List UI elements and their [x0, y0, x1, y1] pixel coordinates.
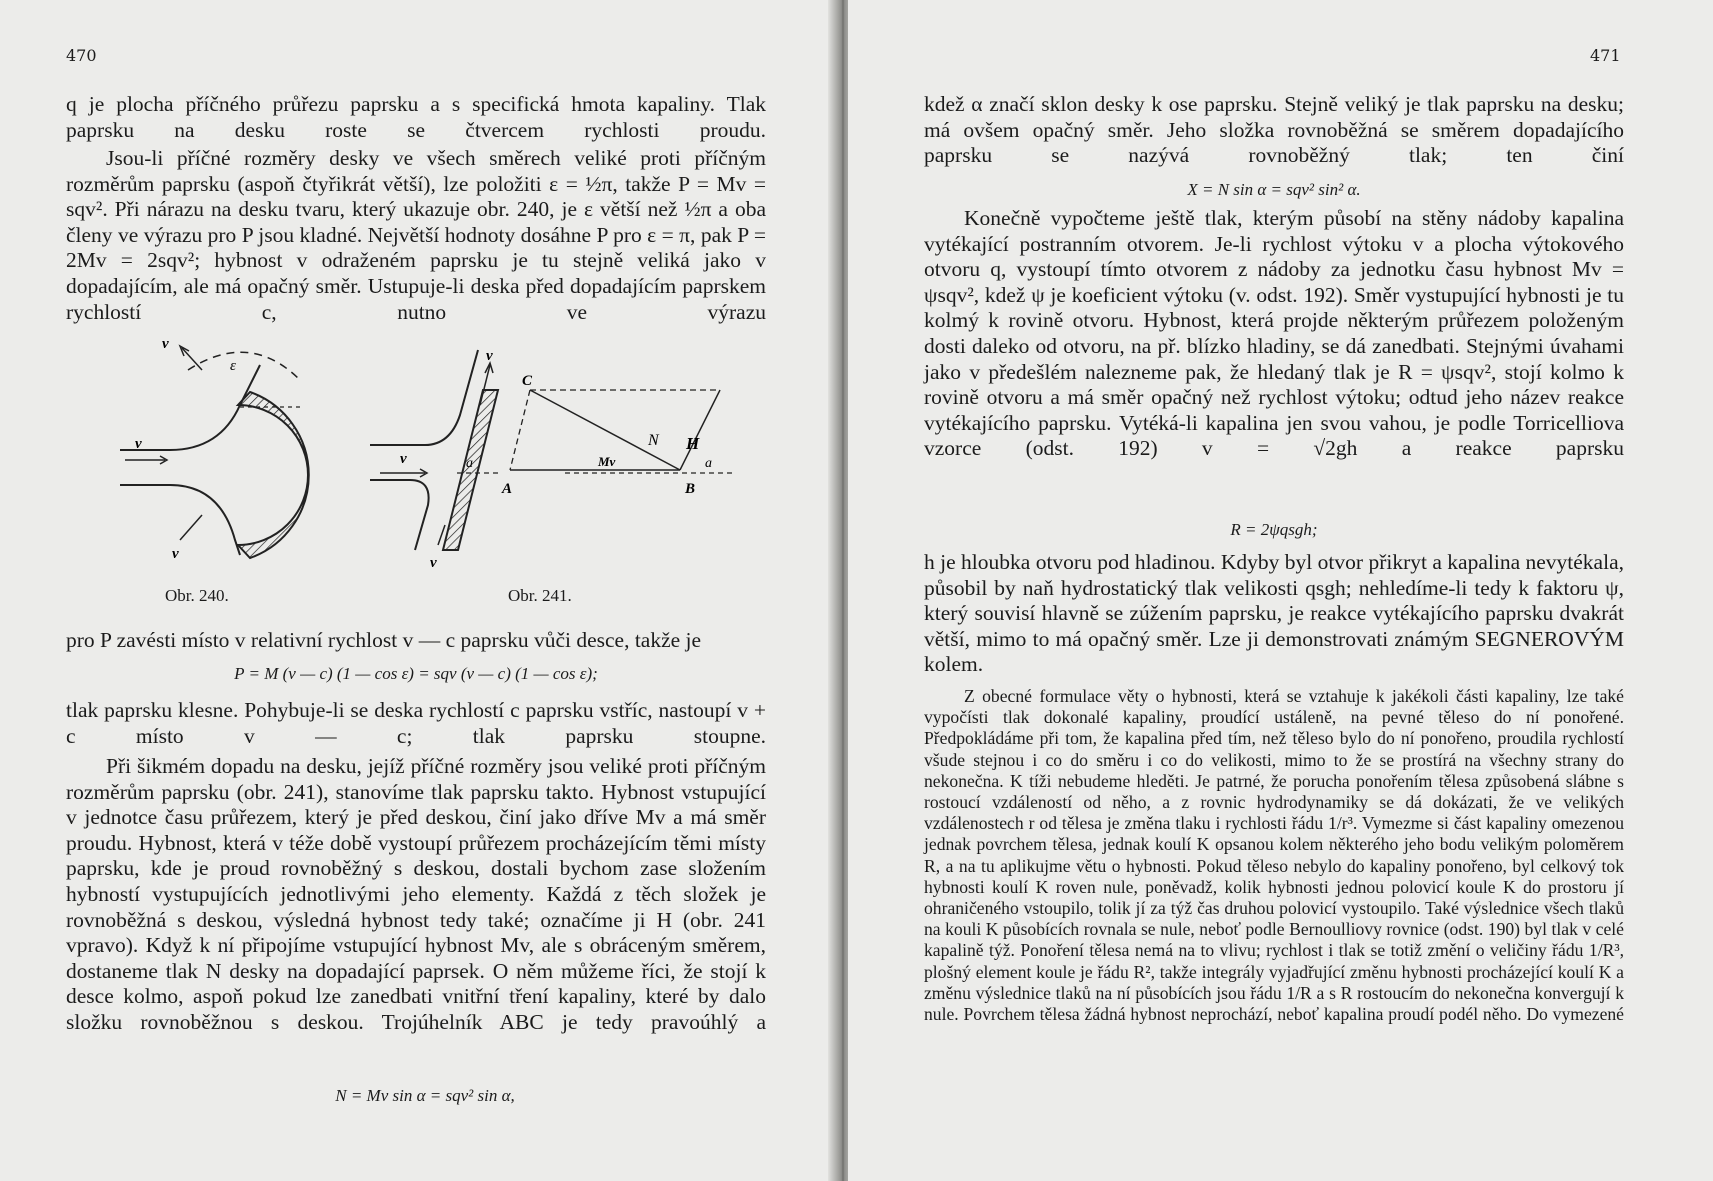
- label-Mv: Mv: [598, 454, 616, 469]
- label-eps: ε: [230, 358, 236, 374]
- label-v: v: [400, 451, 407, 467]
- figure-caption: Obr. 241.: [508, 586, 572, 605]
- label-v: v: [162, 340, 169, 352]
- formula: X = N sin α = sqv² sin² α.: [1187, 180, 1361, 199]
- paragraph: kdež α značí sklon desky k ose paprsku. Stejně veliký je tlak paprsku na desku; má ovšem opačný směr. Jeho složka rovnoběžná se směrem dopadajícího paprsku se nazývá rovnoběžný tlak; ten činí: [924, 92, 1624, 168]
- paragraph: h je hloubka otvoru pod hladinou. Kdyby byl otvor přikryt a kapalina nevytékala, působil by naň hydrostatický tlak velikosti qsgh; nehledíme-li tedy k faktoru ψ, který souvisí hlavně se zúžením paprsku, je reakce vytékajícího paprsku dvakrát větší, mimo to má opačný směr. Lze ji demonstrovati známým SEGNEROVÝM kolem.: [924, 550, 1624, 677]
- figure-241: [370, 345, 740, 570]
- figure-caption: Obr. 240.: [165, 586, 229, 605]
- page-number: 471: [1590, 46, 1621, 65]
- right-page: [848, 0, 1713, 1181]
- paragraph: Jsou-li příčné rozměry desky ve všech směrech veliké proti příčným rozměrům paprsku (aspoň čtyřikrát větší), lze položiti ε = ½π, takže P = Mv = sqv². Při nárazu na desku tvaru, který ukazuje obr. 240, je ε větší než ½π a oba členy ve výrazu pro P jsou kladné. Největší hodnoty dosáhne P pro ε = π, pak P = 2Mv = 2sqv²; hybnost v odraženém paprsku je tu stejně veliká jako v dopadajícím, ale má opačný směr. Ustupuje-li deska před dopadajícím paprskem rychlostí c, nutno ve výrazu: [66, 146, 766, 324]
- label-alpha: a: [466, 456, 473, 471]
- page-number: 470: [66, 46, 97, 65]
- paragraph: tlak paprsku klesne. Pohybuje-li se deska rychlostí c paprsku vstříc, nastoupí v + c místo v — c; tlak paprsku stoupne.: [66, 698, 766, 748]
- left-page: [0, 0, 838, 1181]
- label-N: N: [648, 432, 659, 449]
- label-B: B: [685, 481, 696, 497]
- label-v: v: [135, 436, 142, 452]
- label-H: H: [686, 434, 700, 453]
- label-C: C: [522, 373, 533, 389]
- paragraph: Při šikmém dopadu na desku, jejíž příčné rozměry jsou veliké proti příčným rozměrům paprsku (obr. 241), stanovíme tlak paprsku takto. Hybnost vstupující v jednotce času průřezem, který je před deskou, činí jako dříve Mv a má směr proudu. Hybnost, která v téže době vystoupí průřezem procházejícím těmi místy paprsku, kde je proud rovnoběžný s deskou, dostali bychom zase složením hybností vystupujících jednotlivými jeho elementy. Každá z těch složek je rovnoběžná s deskou, výsledná hybnost tedy také; označíme ji H (obr. 241 vpravo). Když k ní připojíme vstupující hybnost Mv, ale s obráceným směrem, dostaneme tlak N desky na dopadající paprsek. O něm můžeme říci, že stojí k desce kolmo, aspoň pokud lze zanedbati vnitřní tření kapaliny, které by dalo složku rovnoběžnou s deskou. Trojúhelník ABC je tedy pravoúhlý a: [66, 754, 766, 1034]
- paragraph: pro P zavésti místo v relativní rychlost v — c paprsku vůči desce, takže je: [66, 628, 702, 652]
- label-alpha: a: [705, 456, 712, 471]
- figure-240: [110, 340, 330, 570]
- label-v: v: [430, 555, 437, 570]
- label-v: v: [486, 348, 493, 364]
- paragraph: q je plocha příčného průřezu paprsku a s specifická hmota kapaliny. Tlak paprsku na desku roste se čtvercem rychlosti proudu.: [66, 92, 766, 142]
- label-A: A: [502, 481, 513, 497]
- formula: N = Mv sin α = sqv² sin α,: [335, 1086, 515, 1105]
- formula: R = 2ψqsgh;: [1230, 520, 1318, 539]
- small-print-paragraph: Z obecné formulace věty o hybnosti, která se vztahuje k jakékoli části kapaliny, lze také vypočísti tlak dokonalé kapaliny, proudící ustáleně, na pevné těleso do ní ponořené. Předpokládáme při tom, že kapalina před tím, než těleso bylo do ní ponořeno, proudila rychlostí všude stejnou i co do směru i co do velikosti, mimo to že se prostírá na všechny strany do nekonečna. K tíži nebudeme hleděti. Je patrné, že porucha ponořením tělesa způsobená slábne s rostoucí vzdáleností od něho, a z rovnic hydrodynamiky se dá dokázati, že ve velikých vzdálenostech r od tělesa je změna tlaku i rychlosti řádu 1/r³. Vymezme si část kapaliny omezenou jednak povrchem tělesa, jednak koulí K opsanou kolem některého jeho bodu velikým poloměrem R, a na tu aplikujme větu o hybnosti. Pokud těleso nebylo do kapaliny ponořeno, byl celkový tok hybnosti koulí K roven nule, poněvadž, kolik hybnosti jednou polovicí koule K do prostoru jí ohraničeného vstoupilo, tolik jí za týž čas druhou polovicí vystoupilo. Také výslednice všech tlaků na kouli K působících rovnala se nule, neboť podle Bernoulliovy rovnice (odst. 190) byl tlak v celé kapalině týž. Ponoření tělesa nemá na to vlivu; rychlost i tlak se totiž změní o veličiny řádu 1/R³, plošný element koule je řádu R², takže integrály vyjadřující změnu hybnosti procházející koulí K a změnu výslednice tlaků na ní působících jsou řádu 1/R a s R rostoucím do nekonečna konvergují k nule. Povrchem tělesa žádná hybnost neprochází, neboť kapalina proudí podél něho. Do vymezené: [924, 686, 1624, 1025]
- label-v: v: [172, 546, 179, 562]
- formula: P = M (v — c) (1 — cos ε) = sqv (v — c) (1 — cos ε);: [234, 664, 598, 683]
- paragraph: Konečně vypočteme ještě tlak, kterým působí na stěny nádoby kapalina vytékající postranním otvorem. Je-li rychlost výtoku v a plocha výtokového otvoru q, vystoupí tímto otvorem z nádoby za jednotku času hybnost Mv = ψsqv², kdež ψ je koeficient výtoku (v. odst. 192). Směr vystupující hybnosti je tu kolmý k rovině otvoru. Hybnost, která projde některým průřezem položeným dosti daleko od otvoru, na př. blízko hladiny, se dá zanedbati. Stejnými úvahami jako v předešlém nalezneme pak, že hledaný tlak je R = ψsqv², stojí kolmo k rovině otvoru a má směr opačný než rychlost výtoku; odtud jeho název reakce vytékajícího paprsku. Vytéká-li kapalina jen svou vahou, je podle Torricelliova vzorce (odst. 192) v = √2gh a reakce paprsku: [924, 206, 1624, 461]
